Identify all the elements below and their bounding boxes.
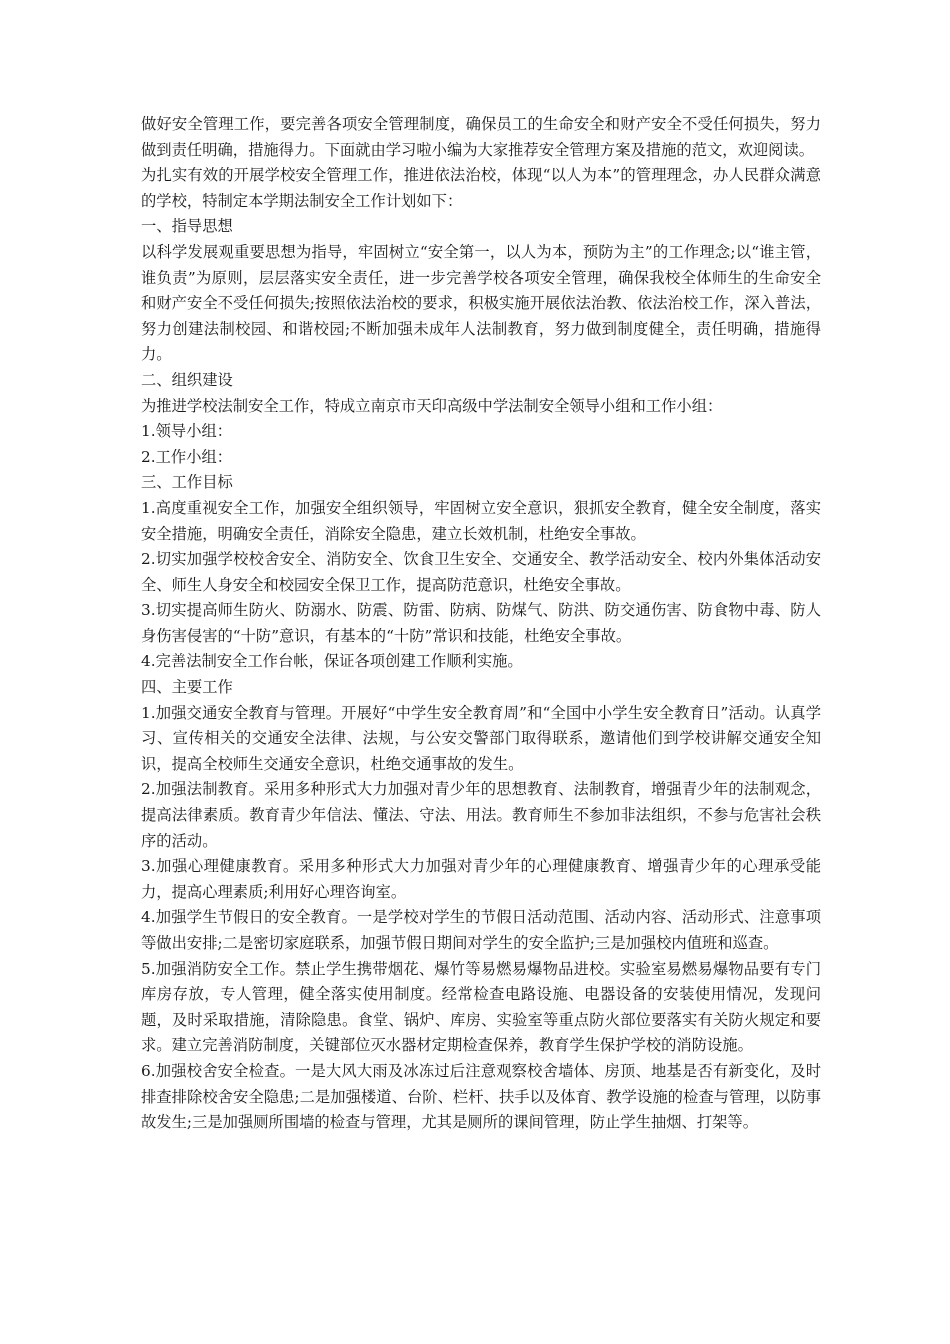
- work-item-4: 4.加强学生节假日的安全教育。一是学校对学生的节假日活动范围、活动内容、活动形式、注意事项等做出安排;二是密切家庭联系，加强节假日期间对学生的安全监护;三是加强校内值班和巡查。: [141, 908, 821, 952]
- organization-paragraph: 为推进学校法制安全工作，特成立南京市天印高级中学法制安全领导小组和工作小组：: [141, 396, 723, 415]
- work-item-2: 2.加强法制教育。采用多种形式大力加强对青少年的思想教育、法制教育，增强青少年的法制观念，提高法律素质。教育青少年信法、懂法、守法、用法。教育师生不参加非法组织，不参与危害社会秩序的活动。: [141, 780, 821, 850]
- preface-paragraph: 为扎实有效的开展学校安全管理工作，推进依法治校，体现“以人为本”的管理理念，办人民群众满意的学校，特制定本学期法制安全工作计划如下：: [141, 166, 821, 210]
- goal-item-4: 4.完善法制安全工作台帐，保证各项创建工作顺利实施。: [141, 652, 523, 671]
- guiding-ideology-paragraph: 以科学发展观重要思想为指导，牢固树立“安全第一，以人为本，预防为主”的工作理念;以“谁主管，谁负责”为原则，层层落实安全责任，进一步完善学校各项安全管理，确保我校全体师生的生命安全和财产安全不受任何损失;按照依法治校的要求，积极实施开展依法治教、依法治校工作，深入普法，努力创建法制校园、和谐校园;不断加强未成年人法制教育，努力做到制度健全，责任明确，措施得力。: [141, 242, 821, 364]
- intro-paragraph: 做好安全管理工作，要完善各项安全管理制度，确保员工的生命安全和财产安全不受任何损失，努力做到责任明确，措施得力。下面就由学习啦小编为大家推荐安全管理方案及措施的范文，欢迎阅读。: [141, 115, 821, 159]
- section-heading-goals: 三、工作目标: [141, 473, 233, 492]
- work-item-6: 6.加强校舍安全检查。一是大风大雨及冰冻过后注意观察校舍墙体、房顶、地基是否有新变化，及时排查排除校舍安全隐患;二是加强楼道、台阶、栏杆、扶手以及体育、教学设施的检查与管理，以防事故发生;三是加强厕所围墙的检查与管理，尤其是厕所的课间管理，防止学生抽烟、打架等。: [141, 1061, 821, 1132]
- work-item-3: 3.加强心理健康教育。采用多种形式大力加强对青少年的心理健康教育、增强青少年的心理承受能力，提高心理素质;利用好心理咨询室。: [141, 857, 821, 901]
- section-heading-main-work: 四、主要工作: [141, 678, 233, 697]
- work-item-1: 1.加强交通安全教育与管理。开展好“中学生安全教育周”和“全国中小学生安全教育日”活动。认真学习、宣传相关的交通安全法律、法规，与公安交警部门取得联系，邀请他们到学校讲解交通安全知识，提高全校师生交通安全意识，杜绝交通事故的发生。: [141, 703, 821, 773]
- goal-item-3: 3.切实提高师生防火、防溺水、防震、防雷、防病、防煤气、防洪、防交通伤害、防食物中毒、防人身伤害侵害的“十防”意识，有基本的“十防”常识和技能，杜绝安全事故。: [141, 601, 821, 645]
- document-body: [141, 112, 821, 1136]
- list-item-working-group: 2.工作小组：: [141, 447, 233, 466]
- list-item-leadership-group: 1.领导小组：: [141, 422, 233, 441]
- goal-item-2: 2.切实加强学校校舍安全、消防安全、饮食卫生安全、交通安全、教学活动安全、校内外集体活动安全、师生人身安全和校园安全保卫工作，提高防范意识，杜绝安全事故。: [141, 550, 821, 594]
- section-heading-guiding-ideology: 一、指导思想: [141, 217, 233, 236]
- work-item-5: 5.加强消防安全工作。禁止学生携带烟花、爆竹等易燃易爆物品进校。实验室易燃易爆物品要有专门库房存放，专人管理，健全落实使用制度。经常检查电路设施、电器设备的安装使用情况，发现问题，及时采取措施，清除隐患。食堂、锅炉、库房、实验室等重点防火部位要落实有关防火规定和要求。建立完善消防制度，关键部位灭水器材定期检查保养，教育学生保护学校的消防设施。: [141, 959, 821, 1055]
- goal-item-1: 1.高度重视安全工作，加强安全组织领导，牢固树立安全意识，狠抓安全教育，健全安全制度，落实安全措施，明确安全责任，消除安全隐患，建立长效机制，杜绝安全事故。: [141, 498, 821, 543]
- section-heading-organization: 二、组织建设: [141, 370, 233, 389]
